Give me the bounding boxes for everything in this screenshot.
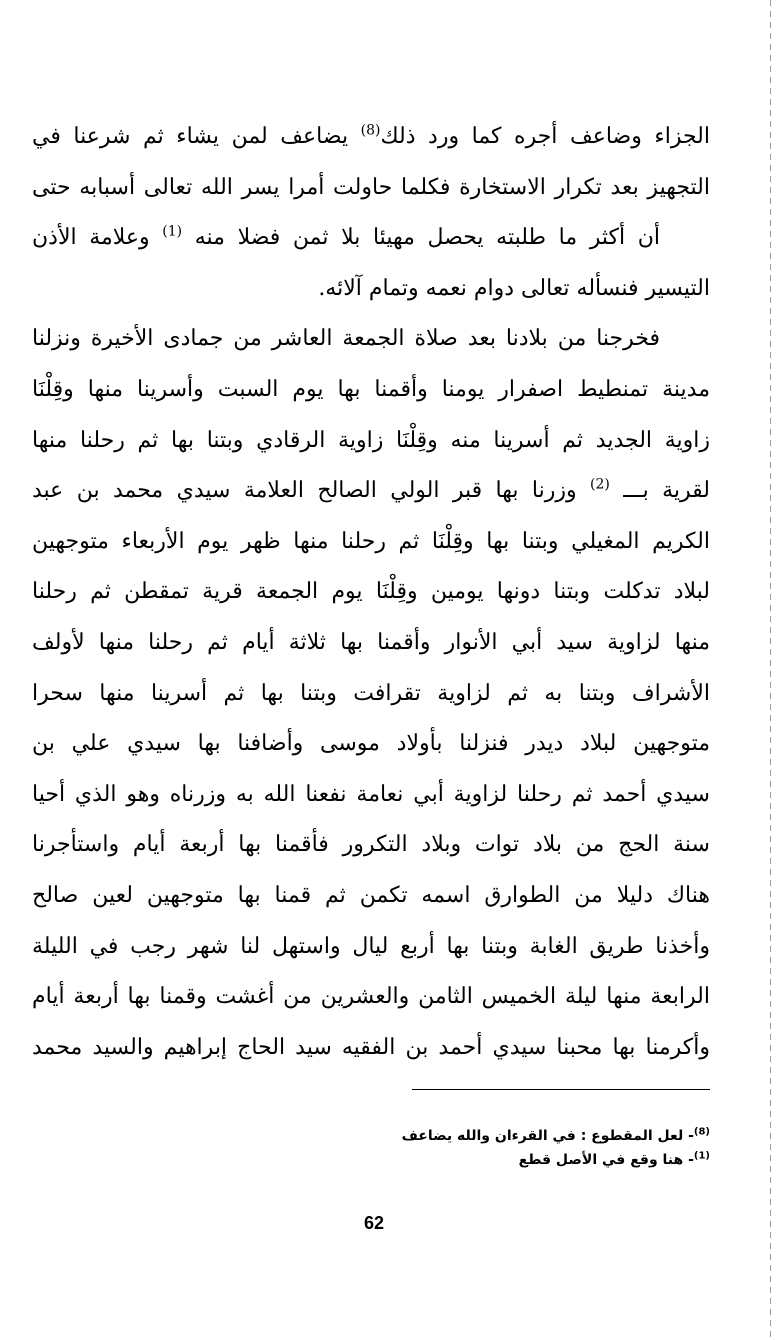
body-line-text: مدينة تمنطيط اصفرار يومنا وأقمنا بها يوم السبت وأسرينا منها وقِلْنَا: [32, 376, 710, 402]
body-line-text: لبلاد تدكلت وبتنا دونها يومين وقِلْنَا يوم الجمعة قرية تمقطن ثم رحلنا: [32, 579, 710, 605]
body-line: [32, 112, 710, 163]
footnote-text: - لعل المقطوع : في القرءان والله يضاعف: [401, 1128, 694, 1144]
body-line: [32, 416, 710, 467]
footnote-divider: [412, 1089, 710, 1090]
body-line-text: وأكرمنا بها محبنا سيدي أحمد بن الفقيه سيد الحاج إبراهيم والسيد محمد: [32, 1034, 710, 1060]
body-line: [32, 922, 710, 973]
body-line-text-continued: وزرنا بها قبر الولي الصالح العلامة سيدي محمد بن عبد: [32, 478, 591, 504]
body-line-text: الأشراف وبتنا به ثم لزاوية تقرافت وبتنا بها ثم أسرينا منها سحرا: [32, 680, 710, 706]
body-line: [32, 163, 710, 214]
body-line: [32, 466, 710, 517]
body-line: [32, 213, 710, 264]
footnote: [380, 1148, 710, 1172]
footnote-mark: (1): [693, 1150, 710, 1162]
body-line-text: الجزاء وضاعف أجره كما ورد ذلك: [380, 124, 710, 149]
page-number: 62: [363, 1213, 385, 1233]
body-line: [32, 365, 710, 416]
body-line: [32, 719, 710, 770]
body-line: [32, 871, 710, 922]
body-line-text: الكريم المغيلي وبتنا بها وقِلْنَا ثم رحلنا منها ظهر يوم الأربعاء متوجهين: [32, 528, 710, 554]
body-line-text: التجهيز بعد تكرار الاستخارة فكلما حاولت أمرا يسر الله تعالى أسبابه حتى: [32, 174, 710, 200]
body-line: [32, 972, 710, 1023]
body-line-text: متوجهين لبلاد ديدر فنزلنا بأولاد موسى وأضافنا بها سيدي علي بن: [32, 731, 710, 757]
footnote-reference: (8): [360, 122, 381, 139]
body-text: [32, 112, 710, 1073]
body-line-text: منها لزاوية سيد أبي الأنوار وأقمنا بها ثلاثة أيام ثم رحلنا منها لأولف: [32, 629, 710, 655]
body-line: [32, 770, 710, 821]
body-line: [32, 567, 710, 618]
body-line: [32, 314, 710, 365]
body-line: [32, 820, 710, 871]
body-line-text: لقرية بـــ: [609, 478, 710, 504]
body-line-text: فخرجنا من بلادنا بعد صلاة الجمعة العاشر من جمادى الأخيرة ونزلنا: [32, 326, 660, 352]
footnotes: [380, 1124, 710, 1172]
body-line-text-continued: يضاعف لمن يشاء ثم شرعنا في: [32, 124, 361, 149]
body-line: [32, 517, 710, 568]
body-line: [32, 1023, 710, 1074]
body-line-text: أن أكثر ما طلبته يحصل مهيئا بلا ثمن فضلا منه: [182, 225, 660, 251]
footnote-reference: (1): [162, 223, 183, 240]
body-line-text: الرابعة منها ليلة الخميس الثامن والعشرين من أغشت وقمنا بها أربعة أيام: [32, 984, 710, 1010]
body-line-text: سيدي أحمد ثم رحلنا لزاوية أبي نعامة نفعنا الله به وزرناه وهو الذي أحيا: [32, 781, 710, 807]
body-line-text: سنة الحج من بلاد توات وبلاد التكرور فأقمنا بها أربعة أيام واستأجرنا: [32, 832, 710, 858]
body-line-text: هناك دليلا من الطوارق اسمه تكمن ثم قمنا بها متوجهين لعين صالح: [32, 882, 710, 908]
body-line: [32, 264, 710, 315]
footnote-text: - هنا وقع في الأصل قطع: [518, 1152, 694, 1168]
body-line-text: وأخذنا طريق الغابة وبتنا بها أربع ليال واستهل لنا شهر رجب في الليلة: [32, 933, 710, 959]
body-line-text: زاوية الجديد ثم أسرينا منه وقِلْنَا زاوية الرقادي وبتنا بها ثم رحلنا منها: [32, 427, 710, 453]
body-line: [32, 669, 710, 720]
body-line-text-continued: وعلامة الأذن: [32, 225, 163, 251]
body-line-text: التيسير فنسأله تعالى دوام نعمه وتمام آلائه.: [318, 275, 710, 301]
body-line: [32, 618, 710, 669]
page-edge-rule: [770, 0, 771, 1340]
footnote-mark: (8): [693, 1126, 710, 1138]
footnote: [380, 1124, 710, 1148]
footnote-reference: (2): [590, 476, 610, 493]
